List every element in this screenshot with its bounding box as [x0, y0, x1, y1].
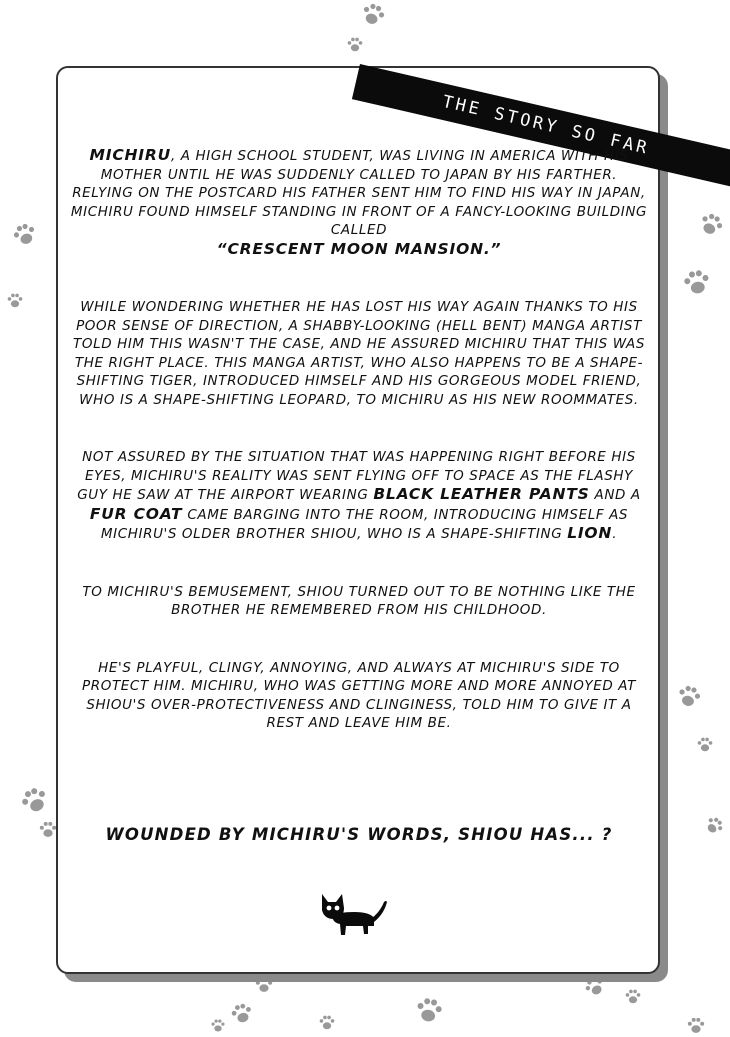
highlight-crescent-moon-mansion: “CRESCENT MOON MANSION.”: [216, 239, 502, 258]
paw-print-icon: [696, 736, 714, 754]
paw-print-icon: [700, 812, 728, 840]
paragraph-1: [70, 146, 648, 259]
highlight-lion: LION: [567, 524, 613, 542]
paw-print-icon: [318, 1014, 336, 1032]
paw-print-icon: [673, 681, 705, 713]
paw-print-icon: [254, 975, 274, 995]
paragraph-4: TO MICHIRU'S BEMUSEMENT, SHIOU TURNED OUT TO BE NOTHING LIKE THE BROTHER HE REMEMBERED FROM HIS CHILDHOOD.: [82, 583, 636, 618]
closing-line: WOUNDED BY MICHIRU'S WORDS, SHIOU HAS... ?: [105, 825, 613, 844]
cat-icon: [318, 888, 390, 940]
paragraph-1-body: , A HIGH SCHOOL STUDENT, WAS LIVING IN AMERICA WITH HIS MOTHER UNTIL HE WAS SUDDENLY CALLED TO JAPAN BY HIS FARTHER. RELYING ON THE POSTCARD HIS FATHER SENT HIM TO FIND HIS WAY IN JAPAN, MICHIRU FOUND HIMSELF STANDING IN FRONT OF A FANCY-LOOKING BUILDING CALLED: [70, 148, 648, 238]
highlight-michiru: MICHIRU: [89, 146, 171, 164]
paw-print-icon: [356, 0, 389, 32]
paw-print-icon: [346, 36, 364, 54]
paragraph-5: HE'S PLAYFUL, CLINGY, ANNOYING, AND ALWAYS AT MICHIRU'S SIDE TO PROTECT HIM. MICHIRU, WHO WAS GETTING MORE AND MORE ANNOYED AT SHIOU'S OVER-PROTECTIVENESS AND CLINGINESS, TOLD HIM TO GIVE IT A REST AND LEAVE HIM BE.: [82, 659, 636, 731]
banner-title: THE STORY SO FAR: [440, 91, 652, 159]
paragraph-3-body-a: NOT ASSURED BY THE SITUATION THAT WAS HAPPENING RIGHT BEFORE HIS EYES, MICHIRU'S REALITY WAS SENT FLYING OFF TO SPACE AS THE FLASHY GUY HE SAW AT THE AIRPORT WEARING: [77, 449, 636, 503]
paw-print-icon: [38, 820, 58, 840]
paw-print-icon: [6, 292, 24, 310]
paw-print-icon: [15, 781, 55, 821]
paw-print-icon: [680, 266, 715, 301]
story-text: [70, 146, 648, 772]
highlight-fur-coat: FUR COAT: [89, 504, 183, 523]
paragraph-2: WHILE WONDERING WHETHER HE HAS LOST HIS WAY AGAIN THANKS TO HIS POOR SENSE OF DIRECTION, A SHABBY-LOOKING (HELL BENT) MANGA ARTIST TOLD HIM THIS WASN'T THE CASE, AND HE ASSURED MICHIRU THAT THIS WAS THE RIGHT PLACE. THIS MANGA ARTIST, WHO ALSO HAPPENS TO BE A SHAPE-SHIFTING TIGER, INTRODUCED HIMSELF AND HIS GORGEOUS MODEL FRIEND, WHO IS A SHAPE-SHIFTING LEOPARD, TO MICHIRU AS HIS NEW ROOMMATES.: [73, 299, 645, 408]
paw-print-icon: [694, 208, 729, 243]
paragraph-3-body-b: AND A: [594, 487, 641, 503]
paw-print-icon: [624, 988, 642, 1006]
paw-print-icon: [8, 218, 41, 251]
paw-print-icon: [686, 1016, 706, 1036]
highlight-black-leather-pants: BLACK LEATHER PANTS: [373, 485, 590, 503]
paw-print-icon: [412, 994, 447, 1029]
paragraph-3-end: .: [612, 526, 618, 542]
paragraph-3: [70, 448, 648, 544]
paw-print-icon: [227, 999, 256, 1028]
paragraph-3-body-c: CAME BARGING INTO THE ROOM, INTRODUCING HIMSELF AS MICHIRU'S OLDER BROTHER SHIOU, WHO IS A SHAPE-SHIFTING: [100, 506, 629, 542]
paw-print-icon: [580, 972, 610, 1002]
paw-print-icon: [210, 1018, 226, 1034]
